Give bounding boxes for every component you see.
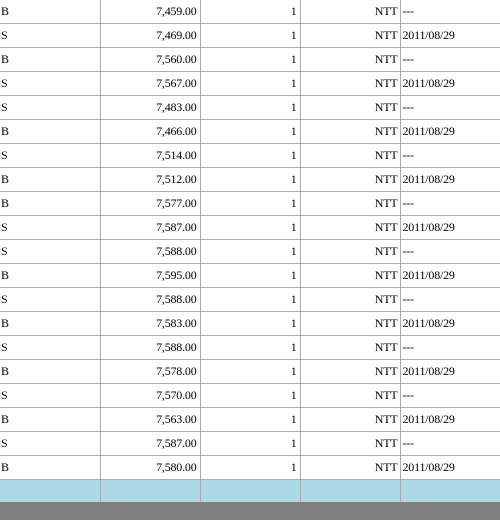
table-row[interactable] xyxy=(0,0,500,24)
cell-date: 2011/08/29 xyxy=(400,168,500,192)
cell-qty: 1 xyxy=(200,48,300,72)
cell-price: 7,578.00 xyxy=(100,360,200,384)
cell-price: 7,560.00 xyxy=(100,48,200,72)
cell-price: 7,459.00 xyxy=(100,0,200,24)
cell-date: 2011/08/29 xyxy=(400,72,500,96)
cell-side: B xyxy=(0,0,100,24)
cell-qty: 1 xyxy=(200,336,300,360)
cell-code: NTT xyxy=(300,432,400,456)
cell-date: 2011/08/29 xyxy=(400,216,500,240)
cell-price: 7,483.00 xyxy=(100,96,200,120)
cell-qty: 1 xyxy=(200,408,300,432)
cell-date: --- xyxy=(400,240,500,264)
cell-qty: 1 xyxy=(200,168,300,192)
cell-code: NTT xyxy=(300,48,400,72)
cell-side: S xyxy=(0,144,100,168)
cell-price: 7,588.00 xyxy=(100,240,200,264)
table-row[interactable] xyxy=(0,312,500,336)
cell-code: NTT xyxy=(300,72,400,96)
summary-cell-side xyxy=(0,480,100,504)
table-row[interactable] xyxy=(0,384,500,408)
summary-cell-date xyxy=(400,480,500,504)
cell-qty: 1 xyxy=(200,72,300,96)
cell-side: S xyxy=(0,240,100,264)
cell-qty: 1 xyxy=(200,96,300,120)
cell-qty: 1 xyxy=(200,432,300,456)
cell-side: B xyxy=(0,360,100,384)
cell-price: 7,580.00 xyxy=(100,456,200,480)
cell-code: NTT xyxy=(300,216,400,240)
cell-side: S xyxy=(0,72,100,96)
cell-qty: 1 xyxy=(200,120,300,144)
cell-code: NTT xyxy=(300,240,400,264)
cell-code: NTT xyxy=(300,192,400,216)
table-row[interactable] xyxy=(0,168,500,192)
cell-date: --- xyxy=(400,192,500,216)
cell-qty: 1 xyxy=(200,24,300,48)
cell-side: B xyxy=(0,48,100,72)
cell-side: S xyxy=(0,96,100,120)
table-row[interactable] xyxy=(0,288,500,312)
cell-side: B xyxy=(0,192,100,216)
cell-code: NTT xyxy=(300,456,400,480)
cell-code: NTT xyxy=(300,384,400,408)
cell-side: B xyxy=(0,264,100,288)
cell-code: NTT xyxy=(300,144,400,168)
cell-side: S xyxy=(0,24,100,48)
table-row[interactable] xyxy=(0,48,500,72)
cell-side: B xyxy=(0,168,100,192)
cell-qty: 1 xyxy=(200,144,300,168)
table-row[interactable] xyxy=(0,120,500,144)
cell-price: 7,512.00 xyxy=(100,168,200,192)
cell-qty: 1 xyxy=(200,192,300,216)
table-row[interactable] xyxy=(0,360,500,384)
cell-code: NTT xyxy=(300,96,400,120)
cell-code: NTT xyxy=(300,0,400,24)
cell-code: NTT xyxy=(300,24,400,48)
cell-price: 7,563.00 xyxy=(100,408,200,432)
cell-side: S xyxy=(0,288,100,312)
summary-cell-qty xyxy=(200,480,300,504)
cell-side: S xyxy=(0,384,100,408)
cell-price: 7,595.00 xyxy=(100,264,200,288)
cell-date: --- xyxy=(400,48,500,72)
cell-code: NTT xyxy=(300,264,400,288)
cell-date: --- xyxy=(400,432,500,456)
cell-date: 2011/08/29 xyxy=(400,264,500,288)
cell-price: 7,583.00 xyxy=(100,312,200,336)
cell-side: S xyxy=(0,216,100,240)
table-row[interactable] xyxy=(0,216,500,240)
cell-date: --- xyxy=(400,96,500,120)
summary-cell-price xyxy=(100,480,200,504)
cell-date: --- xyxy=(400,288,500,312)
cell-date: 2011/08/29 xyxy=(400,24,500,48)
cell-price: 7,588.00 xyxy=(100,336,200,360)
cell-qty: 1 xyxy=(200,264,300,288)
horizontal-scrollbar-area[interactable] xyxy=(0,502,500,520)
cell-qty: 1 xyxy=(200,456,300,480)
table-row[interactable] xyxy=(0,336,500,360)
cell-price: 7,567.00 xyxy=(100,72,200,96)
cell-qty: 1 xyxy=(200,384,300,408)
cell-date: --- xyxy=(400,0,500,24)
table-row[interactable] xyxy=(0,96,500,120)
cell-date: 2011/08/29 xyxy=(400,408,500,432)
summary-row xyxy=(0,480,500,504)
cell-qty: 1 xyxy=(200,216,300,240)
table-row[interactable] xyxy=(0,240,500,264)
cell-price: 7,577.00 xyxy=(100,192,200,216)
cell-date: 2011/08/29 xyxy=(400,120,500,144)
cell-side: S xyxy=(0,336,100,360)
cell-qty: 1 xyxy=(200,360,300,384)
cell-price: 7,469.00 xyxy=(100,24,200,48)
cell-side: S xyxy=(0,432,100,456)
cell-price: 7,588.00 xyxy=(100,288,200,312)
cell-date: 2011/08/29 xyxy=(400,312,500,336)
cell-code: NTT xyxy=(300,408,400,432)
cell-code: NTT xyxy=(300,120,400,144)
cell-qty: 1 xyxy=(200,0,300,24)
summary-cell-code xyxy=(300,480,400,504)
cell-side: B xyxy=(0,456,100,480)
cell-code: NTT xyxy=(300,168,400,192)
cell-qty: 1 xyxy=(200,312,300,336)
cell-code: NTT xyxy=(300,336,400,360)
cell-date: --- xyxy=(400,336,500,360)
cell-price: 7,587.00 xyxy=(100,432,200,456)
cell-qty: 1 xyxy=(200,240,300,264)
table-row[interactable] xyxy=(0,408,500,432)
table-row[interactable] xyxy=(0,432,500,456)
cell-price: 7,587.00 xyxy=(100,216,200,240)
cell-side: B xyxy=(0,312,100,336)
table-row[interactable] xyxy=(0,456,500,480)
cell-date: 2011/08/29 xyxy=(400,456,500,480)
table-row[interactable] xyxy=(0,192,500,216)
cell-side: B xyxy=(0,408,100,432)
table-row[interactable] xyxy=(0,264,500,288)
cell-price: 7,570.00 xyxy=(100,384,200,408)
cell-code: NTT xyxy=(300,288,400,312)
cell-qty: 1 xyxy=(200,288,300,312)
cell-code: NTT xyxy=(300,312,400,336)
cell-code: NTT xyxy=(300,360,400,384)
cell-side: B xyxy=(0,120,100,144)
table-row[interactable] xyxy=(0,24,500,48)
cell-price: 7,466.00 xyxy=(100,120,200,144)
cell-price: 7,514.00 xyxy=(100,144,200,168)
cell-date: 2011/08/29 xyxy=(400,360,500,384)
cell-date: --- xyxy=(400,144,500,168)
table-row[interactable] xyxy=(0,72,500,96)
cell-date: --- xyxy=(400,384,500,408)
table-row[interactable] xyxy=(0,144,500,168)
